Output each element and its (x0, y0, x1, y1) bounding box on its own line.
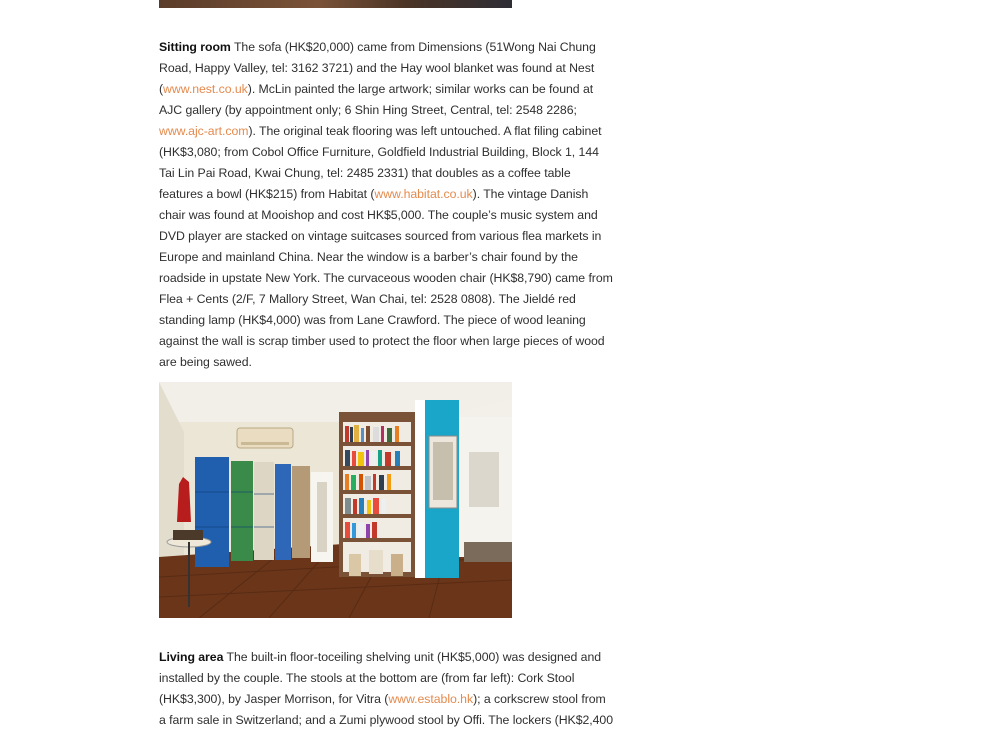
paragraph-text: ). McLin painted the large artwork; similar works can be found at AJC gallery (by appointment only; 6 Shin Hing Street, Central, tel: 2548 2286; (159, 82, 594, 117)
previous-photo-bottom-edge (159, 0, 512, 8)
nest-link[interactable]: www.nest.co.uk (163, 82, 248, 96)
living-area-paragraph (159, 647, 614, 731)
habitat-link[interactable]: www.habitat.co.uk (374, 187, 473, 201)
ajc-art-link[interactable]: www.ajc-art.com (159, 124, 249, 138)
paragraph-text: The sofa (HK$20,000) came from Dimensions (51Wong Nai Chung Road, Happy Valley, tel: 3162 3721) and the Hay wool blanket was found at Nest ( (159, 40, 596, 96)
living-area-heading: Living area (159, 650, 224, 664)
establo-link[interactable]: www.establo.hk (388, 692, 474, 706)
paragraph-text: ). The original teak flooring was left untouched. A flat filing cabinet (HK$3,080; from Cobol Office Furniture, Goldfield Industrial Building, Block 1, 144 Tai Lin Pai Road, Kwai Chung, tel: 2485 2331) that doubles as a coffee table features a bowl (HK$215) from Habitat ( (159, 124, 602, 201)
paragraph-text: ); a corkscrew stool from a farm sale in Switzerland; and a Zumi plywood stool by Offi. The lockers (HK$2,400 (159, 692, 614, 727)
living-area-photo (159, 382, 512, 618)
sitting-room-paragraph (159, 37, 614, 373)
paragraph-text: The built-in floor-toceiling shelving unit (HK$5,000) was designed and installed by the couple. The stools at the bottom are (from far left): Cork Stool (HK$3,300), by Jasper Morrison, for Vitra ( (159, 650, 602, 706)
paragraph-text: ). The vintage Danish chair was found at Mooishop and cost HK$5,000. The couple’s music system and DVD player are stacked on vintage suitcases sourced from various flea markets in Europe and mainland China. Near the window is a barber’s chair found by the roadside in upstate New York. The curvaceous wooden chair (HK$8,790) came from Flea + Cents (2/F, 7 Mallory Street, Wan Chai, tel: 2528 0808). The Jieldé red standing lamp (HK$4,000) was from Lane Crawford. The piece of wood leaning against the wall is scrap timber used to protect the floor when large pieces of wood are being sawed. (159, 187, 613, 369)
sitting-room-heading: Sitting room (159, 40, 231, 54)
